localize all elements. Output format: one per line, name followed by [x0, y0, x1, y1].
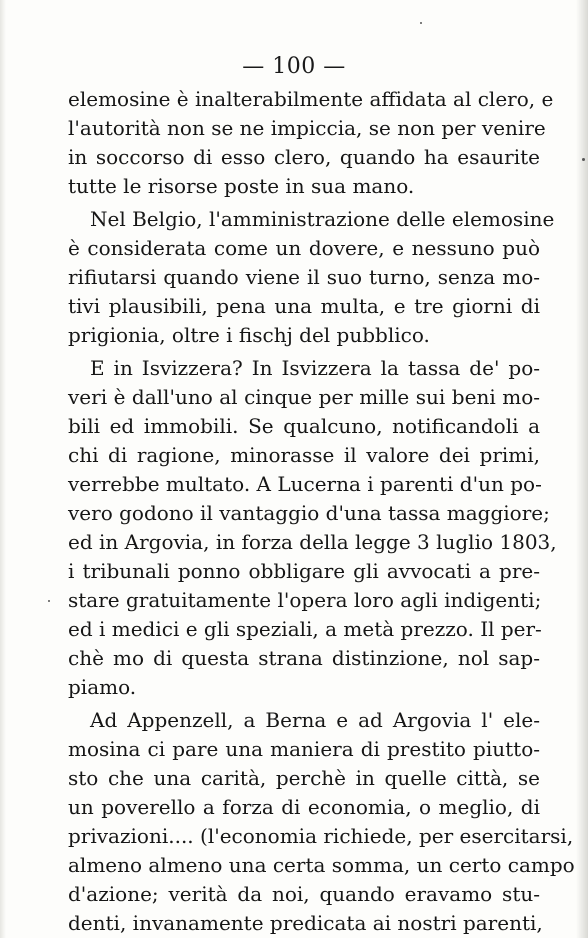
scan-speck — [48, 600, 50, 602]
text-line: stare gratuitamente l'opera loro agli indigenti; — [68, 588, 542, 612]
text-line: vero godono il vantaggio d'una tassa maggiore; — [68, 501, 550, 525]
text-line: almeno almeno una certa somma, un certo campo — [68, 853, 575, 877]
text-line: mosina ci pare una maniera di prestito piutto- — [68, 737, 540, 761]
text-line: piamo. — [68, 675, 137, 699]
page-right-edge-shadow — [576, 0, 588, 938]
page-number: — 100 — — [242, 54, 346, 79]
text-line: Ad Appenzell, a Berna e ad Argovia l' ele- — [90, 708, 540, 732]
text-line: elemosine è inalterabilmente affidata al clero, e — [68, 87, 554, 111]
text-line: veri è dall'uno al cinque per mille sui beni mo- — [68, 385, 540, 409]
text-line: prigionia, oltre i fischj del pubblico. — [68, 323, 430, 347]
scan-speck — [420, 22, 422, 24]
text-line: un poverello a forza di economia, o meglio, di — [68, 795, 540, 819]
text-line: privazioni.... (l'economia richiede, per esercitarsi, — [68, 824, 574, 848]
body-text — [68, 85, 575, 938]
text-line: l'autorità non se ne impiccia, se non per venire — [68, 116, 546, 140]
text-line: bili ed immobili. Se qualcuno, notificandoli a — [68, 414, 540, 438]
text-line: i tribunali ponno obbligare gli avvocati a pre- — [68, 559, 540, 583]
text-line: tutte le risorse poste in sua mano. — [68, 174, 415, 198]
text-line: chè mo di questa strana distinzione, nol sap- — [68, 646, 540, 670]
text-line: denti, invanamente predicata ai nostri parenti, — [68, 911, 543, 935]
text-line: chi di ragione, minorasse il valore dei primi, — [68, 443, 540, 467]
text-line: rifiutarsi quando viene il suo turno, senza mo- — [68, 265, 540, 289]
text-line: tivi plausibili, pena una multa, e tre giorni di — [68, 294, 540, 318]
page-left-edge-shadow — [0, 0, 6, 938]
text-line: ed i medici e gli speziali, a metà prezzo. Il per- — [68, 617, 542, 641]
paragraph-4 — [68, 706, 575, 938]
paragraph-3 — [68, 354, 557, 702]
text-line: in soccorso di esso clero, quando ha esaurite — [68, 145, 540, 169]
paragraph-2 — [68, 205, 555, 350]
paragraph-1 — [68, 85, 554, 201]
text-line: verrebbe multato. A Lucerna i parenti d'un po- — [68, 472, 542, 496]
text-line: d'azione; verità da noi, quando eravamo stu- — [68, 882, 540, 906]
text-line: è considerata come un dovere, e nessuno può — [68, 236, 540, 260]
text-line: E in Isvizzera? In Isvizzera la tassa de' po- — [90, 356, 540, 380]
scan-speck — [582, 158, 585, 161]
text-line: Nel Belgio, l'amministrazione delle elemosine — [90, 207, 555, 231]
text-line: ed in Argovia, in forza della legge 3 luglio 1803, — [68, 530, 557, 554]
text-line: sto che una carità, perchè in quelle città, se — [68, 766, 540, 790]
